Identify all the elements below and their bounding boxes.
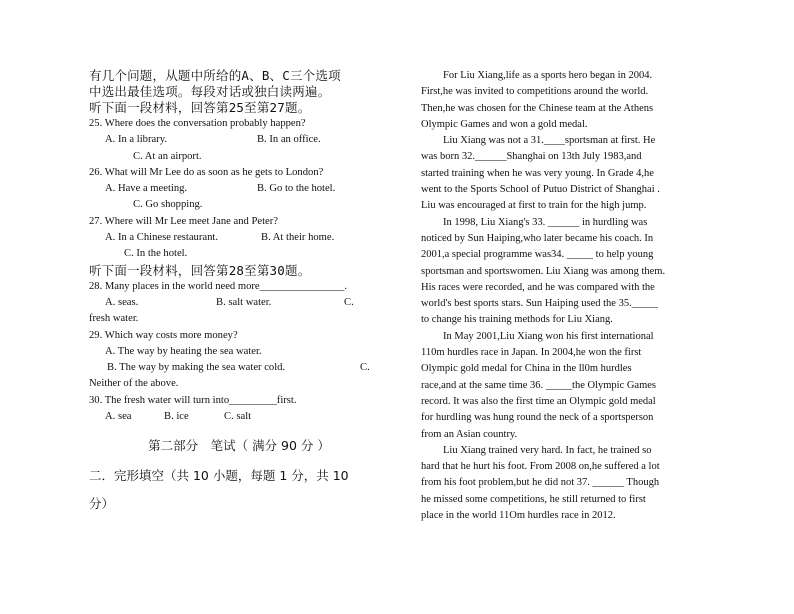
question-27-options-ab bbox=[89, 230, 389, 246]
question-26: 26. What will Mr Lee do as soon as he gets to London? bbox=[89, 166, 324, 178]
passage-line: to change his training methods for Liu Xiang. bbox=[421, 314, 613, 326]
passage-line: record. It was also the first time an Olympic gold medal bbox=[421, 395, 656, 407]
passage-line: For Liu Xiang,life as a sports hero began in 2004. bbox=[443, 70, 653, 81]
question-27: 27. Where will Mr Lee meet Jane and Peter? bbox=[89, 215, 278, 227]
question-28: 28. Many places in the world need more________________. bbox=[89, 280, 348, 292]
passage-line: Liu Xiang trained very hard. In fact, he trained so bbox=[443, 444, 652, 456]
question-25-options-ab bbox=[89, 132, 389, 148]
option-25-c: C. At an airport. bbox=[133, 150, 202, 162]
option-26-a: A. Have a meeting. bbox=[105, 183, 188, 195]
option-29-b: B. The way by making the sea water cold. bbox=[107, 362, 286, 374]
option-30-a: A. sea bbox=[105, 411, 132, 423]
option-28-c-label: C. bbox=[344, 296, 354, 308]
passage-line: noticed by Sun Haiping,who later became his coach. In bbox=[421, 232, 654, 244]
passage-line: race,and at the same time 36. _____the Olympic Games bbox=[421, 379, 657, 391]
question-30: 30. The fresh water will turn into_________first. bbox=[89, 394, 297, 406]
passage-line: In 1998, Liu Xiang's 33. ______ in hurdling was bbox=[443, 216, 648, 228]
question-29-option-c-row bbox=[89, 376, 389, 392]
listening-intro-line-2: 中选出最佳选项。每段对话或独白读两遍。 bbox=[89, 84, 331, 99]
question-26-options-ab bbox=[89, 181, 389, 197]
passage-line: First,he was invited to competitions around the world. bbox=[421, 86, 649, 98]
passage-paragraph-1 bbox=[421, 68, 701, 133]
option-30-b: B. ice bbox=[164, 411, 189, 423]
option-26-c: C. Go shopping. bbox=[133, 199, 203, 211]
option-28-a: A. seas. bbox=[105, 296, 139, 308]
option-25-b: B. In an office. bbox=[257, 134, 321, 146]
question-28-options-cont bbox=[89, 311, 389, 327]
option-30-c: C. salt bbox=[224, 411, 252, 423]
passage-line: place in the world 11Om hurdles race in 2012. bbox=[421, 510, 616, 522]
passage-line: 110m hurdles race in Japan. In 2004,he won the first bbox=[421, 347, 642, 359]
passage-paragraph-5 bbox=[421, 443, 701, 524]
question-30-options bbox=[89, 409, 389, 425]
passage-line: 2001,a special programme was34. _____ to help young bbox=[421, 249, 654, 261]
option-29-c-label: C. bbox=[360, 362, 370, 374]
listening-intro-line-1: 有几个问题，从题中所给的A、B、C三个选项 bbox=[89, 68, 341, 83]
option-27-b: B. At their home. bbox=[261, 232, 335, 244]
passage-line: from an Asian country. bbox=[421, 428, 518, 440]
passage-line: for hurdling was hung round the neck of a sportsperson bbox=[421, 412, 654, 424]
question-28-options bbox=[89, 295, 389, 311]
cloze-section-heading-line-2: 分） bbox=[89, 496, 115, 512]
option-29-c-text: Neither of the above. bbox=[89, 378, 179, 390]
question-25-options-c bbox=[89, 149, 389, 165]
passage-line: Liu was encouraged at first to train for the high jump. bbox=[421, 200, 647, 212]
passage-line: hard that he hurt his foot. From 2008 on,he suffered a lot bbox=[421, 461, 660, 473]
passage-paragraph-3 bbox=[421, 215, 701, 329]
passage-line: went to the Sports School of Putuo District of Shanghai . bbox=[421, 184, 660, 196]
part-two-heading: 第二部分 笔试（ 满分 90 分 ） bbox=[148, 438, 330, 454]
passage-line: Then,he was chosen for the Chinese team at the Athens bbox=[421, 102, 654, 114]
question-29-option-a-row bbox=[89, 344, 389, 360]
passage-line: world's best sports stars. Sun Haiping used the 35._____ bbox=[421, 298, 658, 310]
question-29-option-b-row bbox=[89, 360, 389, 376]
passage-line: from his foot problem,but he did not 37. ______ Though bbox=[421, 477, 660, 489]
passage-line: Olympic Games and won a gold medal. bbox=[421, 118, 588, 130]
option-29-a: A. The way by heating the sea water. bbox=[105, 345, 262, 357]
question-25: 25. Where does the conversation probably happen? bbox=[89, 118, 306, 129]
option-26-b: B. Go to the hotel. bbox=[257, 183, 336, 195]
passage-line: was born 32.______Shanghai on 13th July 1983,and bbox=[421, 151, 642, 163]
passage-line: he missed some competitions, he still returned to first bbox=[421, 493, 646, 505]
passage-line: In May 2001,Liu Xiang won his first international bbox=[443, 330, 654, 342]
left-column bbox=[89, 68, 389, 520]
passage-line: sportsman and sportswomen. Liu Xiang was among them. bbox=[421, 265, 666, 277]
passage-paragraph-2 bbox=[421, 133, 701, 214]
option-28-b: B. salt water. bbox=[216, 296, 272, 308]
passage-line: His races were recorded, and he was compared with the bbox=[421, 281, 655, 293]
passage-line: started training when he was very young. In Grade 4,he bbox=[421, 167, 654, 179]
option-28-c-text: fresh water. bbox=[89, 313, 139, 325]
option-25-a: A. In a library. bbox=[105, 134, 167, 146]
passage-line: Olympic gold medal for China in the ll0m hurdles bbox=[421, 363, 632, 375]
right-column bbox=[421, 68, 701, 524]
passage-line: Liu Xiang was not a 31.____sportsman at first. He bbox=[443, 135, 656, 147]
cloze-section-heading-line-1: 二．完形填空（共 10 小题，每题 1 分，共 10 bbox=[89, 468, 349, 484]
question-27-options-c bbox=[89, 246, 389, 262]
passage-paragraph-4 bbox=[421, 329, 701, 443]
instruction-25-27: 听下面一段材料，回答第25至第27题。 bbox=[89, 100, 311, 115]
question-29: 29. Which way costs more money? bbox=[89, 329, 238, 341]
option-27-a: A. In a Chinese restaurant. bbox=[105, 232, 218, 244]
instruction-28-30: 听下面一段材料，回答第28至第30题。 bbox=[89, 262, 311, 278]
question-26-options-c bbox=[89, 197, 389, 213]
option-27-c: C. In the hotel. bbox=[124, 248, 188, 260]
